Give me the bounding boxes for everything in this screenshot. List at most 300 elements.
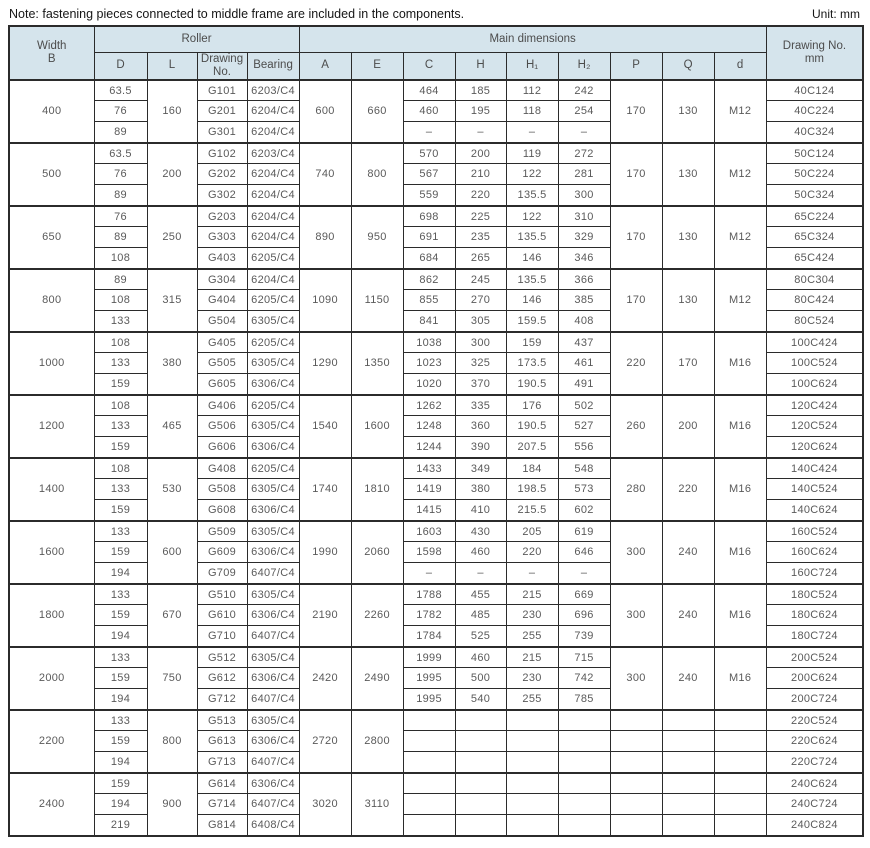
dim-h2-cell: 329 — [558, 227, 610, 248]
dim-h1-cell: 146 — [506, 248, 558, 269]
dim-h2-cell — [558, 773, 610, 794]
dim-h2-cell — [558, 752, 610, 773]
drawing-code-cell: 40C224 — [766, 101, 863, 122]
drawing-code-cell: 220C724 — [766, 752, 863, 773]
dim-e-cell: 3110 — [351, 773, 403, 836]
dim-h2-cell: 366 — [558, 269, 610, 290]
dim-c-cell: 1999 — [403, 647, 455, 668]
roller-d-cell: 133 — [94, 479, 147, 500]
table-row — [9, 815, 863, 836]
dim-c-cell: 862 — [403, 269, 455, 290]
dim-h-cell: 380 — [455, 479, 506, 500]
dim-h-cell: 485 — [455, 605, 506, 626]
dim-q-cell — [662, 710, 714, 731]
roller-drawing-no-cell: G506 — [197, 416, 247, 437]
roller-drawing-no-cell: G102 — [197, 143, 247, 164]
drawing-code-cell: 240C624 — [766, 773, 863, 794]
drawing-code-cell: 80C424 — [766, 290, 863, 311]
roller-l-cell: 670 — [147, 584, 197, 647]
roller-l-cell: 200 — [147, 143, 197, 206]
dim-h-cell: 370 — [455, 374, 506, 395]
roller-drawing-no-cell: G512 — [197, 647, 247, 668]
drawing-code-cell: 180C724 — [766, 626, 863, 647]
drawing-label-line2: mm — [804, 52, 824, 65]
roller-d-cell: 133 — [94, 584, 147, 605]
bearing-cell: 6204/C4 — [247, 101, 299, 122]
dim-h2-cell: 527 — [558, 416, 610, 437]
dim-c-cell: 1788 — [403, 584, 455, 605]
roller-d-cell: 133 — [94, 416, 147, 437]
roller-drawing-no-cell: G203 — [197, 206, 247, 227]
table-row — [9, 458, 863, 479]
dim-h1-cell: 215.5 — [506, 500, 558, 521]
roller-d-cell: 194 — [94, 563, 147, 584]
dim-e-cell: 2490 — [351, 647, 403, 710]
table-header — [9, 26, 863, 80]
drawing-code-cell: 40C124 — [766, 80, 863, 101]
roller-l-cell: 315 — [147, 269, 197, 332]
drawing-code-cell: 240C824 — [766, 815, 863, 836]
bearing-cell: 6205/C4 — [247, 395, 299, 416]
dim-c-cell: 691 — [403, 227, 455, 248]
drawing-code-cell: 180C624 — [766, 605, 863, 626]
dim-h2-cell: 408 — [558, 311, 610, 332]
width-label-line1: Width — [37, 39, 67, 52]
bearing-cell: 6205/C4 — [247, 458, 299, 479]
dim-h2-cell: 254 — [558, 101, 610, 122]
dim-a-cell: 1990 — [299, 521, 351, 584]
sub-col-header-h-: H₂ — [558, 52, 610, 80]
bearing-cell: 6204/C4 — [247, 227, 299, 248]
dim-c-cell: 1415 — [403, 500, 455, 521]
roller-drawing-no-cell: G509 — [197, 521, 247, 542]
table-row — [9, 710, 863, 731]
width-b-cell: 1000 — [9, 332, 94, 395]
dim-d-thread-cell — [714, 815, 766, 836]
dim-h-cell: 430 — [455, 521, 506, 542]
sub-col-header-c: C — [403, 52, 455, 80]
table-row — [9, 206, 863, 227]
dim-c-cell: 1603 — [403, 521, 455, 542]
dim-a-cell: 740 — [299, 143, 351, 206]
roller-d-cell: 194 — [94, 689, 147, 710]
dim-a-cell: 600 — [299, 80, 351, 143]
dim-h1-cell: 135.5 — [506, 185, 558, 206]
table-row — [9, 143, 863, 164]
dim-h2-cell: 696 — [558, 605, 610, 626]
dim-p-cell: 170 — [610, 143, 662, 206]
table-row — [9, 731, 863, 752]
dim-c-cell — [403, 710, 455, 731]
roller-drawing-no-cell: G614 — [197, 773, 247, 794]
bearing-cell: 6306/C4 — [247, 437, 299, 458]
dim-h-cell: 540 — [455, 689, 506, 710]
dim-h1-cell — [506, 710, 558, 731]
dim-q-cell: 130 — [662, 80, 714, 143]
bearing-cell: 6205/C4 — [247, 290, 299, 311]
drawing-code-cell: 160C724 — [766, 563, 863, 584]
dim-h1-cell: 230 — [506, 668, 558, 689]
bearing-cell: 6407/C4 — [247, 794, 299, 815]
dim-p-cell: 170 — [610, 206, 662, 269]
dim-h1-cell: – — [506, 122, 558, 143]
dim-q-cell: 170 — [662, 332, 714, 395]
bearing-cell: 6306/C4 — [247, 500, 299, 521]
dim-e-cell: 1150 — [351, 269, 403, 332]
width-b-cell: 500 — [9, 143, 94, 206]
roller-d-cell: 159 — [94, 773, 147, 794]
dim-h1-cell: 220 — [506, 542, 558, 563]
dim-h-cell: 185 — [455, 80, 506, 101]
col-header-drawing-no — [766, 26, 863, 80]
dim-h-cell: 460 — [455, 647, 506, 668]
dim-h1-cell — [506, 815, 558, 836]
roller-l-cell: 900 — [147, 773, 197, 836]
roller-l-cell: 530 — [147, 458, 197, 521]
width-b-cell: 1600 — [9, 521, 94, 584]
roller-drawing-no-cell: G513 — [197, 710, 247, 731]
drawing-label-line1: Drawing No. — [782, 39, 847, 52]
dim-h2-cell — [558, 815, 610, 836]
dim-h2-cell: 272 — [558, 143, 610, 164]
roller-d-cell: 76 — [94, 101, 147, 122]
dim-h-cell: 335 — [455, 395, 506, 416]
dim-h1-cell — [506, 773, 558, 794]
top-bar — [8, 5, 862, 25]
width-b-cell: 2400 — [9, 773, 94, 836]
col-header-width-b — [9, 26, 94, 80]
drawing-code-cell: 80C304 — [766, 269, 863, 290]
roller-d-cell: 159 — [94, 668, 147, 689]
sub-col-header-bearing: Bearing — [247, 52, 299, 80]
bearing-cell: 6305/C4 — [247, 521, 299, 542]
dim-h1-cell: 122 — [506, 206, 558, 227]
dim-h1-cell: 135.5 — [506, 269, 558, 290]
dim-h-cell: 265 — [455, 248, 506, 269]
dim-d-thread-cell: M12 — [714, 80, 766, 143]
bearing-cell: 6204/C4 — [247, 206, 299, 227]
dim-c-cell: 1038 — [403, 332, 455, 353]
bearing-cell: 6204/C4 — [247, 122, 299, 143]
dim-c-cell: 1419 — [403, 479, 455, 500]
dim-h1-cell: 255 — [506, 626, 558, 647]
dim-h-cell: – — [455, 122, 506, 143]
roller-drawing-no-cell: G304 — [197, 269, 247, 290]
roller-drawing-no-cell: G608 — [197, 500, 247, 521]
drawing-code-cell: 240C724 — [766, 794, 863, 815]
bearing-cell: 6306/C4 — [247, 731, 299, 752]
roller-d-cell: 159 — [94, 437, 147, 458]
dim-h1-cell: 112 — [506, 80, 558, 101]
dim-h2-cell: 573 — [558, 479, 610, 500]
table-row — [9, 584, 863, 605]
drawing-code-cell: 200C524 — [766, 647, 863, 668]
bearing-cell: 6407/C4 — [247, 563, 299, 584]
bearing-cell: 6305/C4 — [247, 353, 299, 374]
dim-p-cell: 170 — [610, 269, 662, 332]
bearing-cell: 6305/C4 — [247, 584, 299, 605]
dim-a-cell: 3020 — [299, 773, 351, 836]
dim-h2-cell: 669 — [558, 584, 610, 605]
drawing-code-cell: 140C524 — [766, 479, 863, 500]
bearing-cell: 6407/C4 — [247, 752, 299, 773]
dim-p-cell — [610, 794, 662, 815]
roller-drawing-no-cell: G710 — [197, 626, 247, 647]
drawing-code-cell: 100C524 — [766, 353, 863, 374]
roller-drawing-no-cell: G201 — [197, 101, 247, 122]
roller-d-cell: 219 — [94, 815, 147, 836]
col-header-roller: Roller — [94, 26, 299, 52]
dim-p-cell — [610, 815, 662, 836]
dim-c-cell — [403, 773, 455, 794]
dim-a-cell: 2420 — [299, 647, 351, 710]
roller-drawing-no-cell: G406 — [197, 395, 247, 416]
roller-d-cell: 194 — [94, 752, 147, 773]
width-label-line2: B — [47, 52, 56, 65]
drawing-code-cell: 100C424 — [766, 332, 863, 353]
roller-drawing-no-cell: G505 — [197, 353, 247, 374]
dim-h-cell — [455, 794, 506, 815]
dim-h1-cell: 198.5 — [506, 479, 558, 500]
width-b-cell: 650 — [9, 206, 94, 269]
dim-h2-cell: 556 — [558, 437, 610, 458]
dim-c-cell: 1433 — [403, 458, 455, 479]
dim-h1-cell — [506, 731, 558, 752]
roller-drawing-no-cell: G609 — [197, 542, 247, 563]
sub-col-header-p: P — [610, 52, 662, 80]
sub-col-header-e: E — [351, 52, 403, 80]
drawing-code-cell: 50C124 — [766, 143, 863, 164]
dim-h1-cell: 135.5 — [506, 227, 558, 248]
roller-drawing-no-cell: G508 — [197, 479, 247, 500]
dim-h2-cell — [558, 794, 610, 815]
dim-h1-cell: 215 — [506, 647, 558, 668]
dim-d-thread-cell — [714, 773, 766, 794]
dim-d-thread-cell: M12 — [714, 206, 766, 269]
dim-h2-cell: 602 — [558, 500, 610, 521]
roller-drawing-no-cell: G202 — [197, 164, 247, 185]
dim-h-cell: 349 — [455, 458, 506, 479]
dim-h1-cell: – — [506, 563, 558, 584]
dim-p-cell — [610, 731, 662, 752]
dim-c-cell — [403, 794, 455, 815]
width-b-cell: 1800 — [9, 584, 94, 647]
dim-h2-cell: 461 — [558, 353, 610, 374]
dim-q-cell — [662, 794, 714, 815]
dim-h1-cell: 190.5 — [506, 416, 558, 437]
dim-d-thread-cell: M12 — [714, 269, 766, 332]
dim-c-cell: – — [403, 122, 455, 143]
roller-d-cell: 108 — [94, 458, 147, 479]
dim-h1-cell: 205 — [506, 521, 558, 542]
dim-h-cell: 210 — [455, 164, 506, 185]
roller-l-cell: 250 — [147, 206, 197, 269]
sub-col-header-h-: H₁ — [506, 52, 558, 80]
dim-h1-cell: 122 — [506, 164, 558, 185]
roller-d-cell: 89 — [94, 185, 147, 206]
dim-c-cell: 570 — [403, 143, 455, 164]
table-row — [9, 332, 863, 353]
dim-h1-cell: 255 — [506, 689, 558, 710]
dim-d-thread-cell: M16 — [714, 647, 766, 710]
drawing-code-cell: 80C524 — [766, 311, 863, 332]
dim-h2-cell: – — [558, 563, 610, 584]
dim-q-cell: 130 — [662, 206, 714, 269]
drawing-code-cell: 65C424 — [766, 248, 863, 269]
dim-d-thread-cell: M16 — [714, 521, 766, 584]
roller-l-cell: 160 — [147, 80, 197, 143]
roller-l-cell: 800 — [147, 710, 197, 773]
roller-l-cell: 380 — [147, 332, 197, 395]
dim-h-cell: 225 — [455, 206, 506, 227]
dim-c-cell: 464 — [403, 80, 455, 101]
dim-p-cell: 260 — [610, 395, 662, 458]
dim-h2-cell: 385 — [558, 290, 610, 311]
dim-h2-cell: 646 — [558, 542, 610, 563]
dim-p-cell — [610, 773, 662, 794]
dim-h2-cell: – — [558, 122, 610, 143]
dim-h2-cell: 548 — [558, 458, 610, 479]
bearing-cell: 6306/C4 — [247, 773, 299, 794]
dim-c-cell: 1248 — [403, 416, 455, 437]
bearing-cell: 6204/C4 — [247, 164, 299, 185]
roller-d-cell: 159 — [94, 500, 147, 521]
roller-d-cell: 159 — [94, 731, 147, 752]
dim-h2-cell: 502 — [558, 395, 610, 416]
dim-c-cell: 684 — [403, 248, 455, 269]
dim-h-cell — [455, 815, 506, 836]
table-row — [9, 521, 863, 542]
table-row — [9, 752, 863, 773]
bearing-cell: 6306/C4 — [247, 542, 299, 563]
roller-drawing-no-cell: G408 — [197, 458, 247, 479]
roller-d-cell: 108 — [94, 290, 147, 311]
dim-q-cell — [662, 731, 714, 752]
roller-d-cell: 108 — [94, 395, 147, 416]
roller-drawing-no-cell: G403 — [197, 248, 247, 269]
dim-q-cell: 130 — [662, 269, 714, 332]
dim-c-cell: 1020 — [403, 374, 455, 395]
dim-p-cell: 300 — [610, 647, 662, 710]
dim-d-thread-cell — [714, 794, 766, 815]
dim-c-cell: 1244 — [403, 437, 455, 458]
roller-d-cell: 63.5 — [94, 143, 147, 164]
sub-col-header-q: Q — [662, 52, 714, 80]
width-b-cell: 1200 — [9, 395, 94, 458]
dim-d-thread-cell — [714, 731, 766, 752]
bearing-cell: 6204/C4 — [247, 185, 299, 206]
table-row — [9, 647, 863, 668]
bearing-cell: 6306/C4 — [247, 605, 299, 626]
dim-q-cell: 220 — [662, 458, 714, 521]
dim-a-cell: 1290 — [299, 332, 351, 395]
bearing-cell: 6306/C4 — [247, 668, 299, 689]
dim-p-cell — [610, 752, 662, 773]
dim-a-cell: 890 — [299, 206, 351, 269]
dim-a-cell: 2720 — [299, 710, 351, 773]
roller-drawing-no-cell: G605 — [197, 374, 247, 395]
roller-drawing-no-cell: G612 — [197, 668, 247, 689]
dim-e-cell: 1600 — [351, 395, 403, 458]
roller-d-cell: 89 — [94, 269, 147, 290]
dim-h1-cell: 173.5 — [506, 353, 558, 374]
roller-drawing-no-cell: G613 — [197, 731, 247, 752]
dim-h-cell: – — [455, 563, 506, 584]
dim-h2-cell: 310 — [558, 206, 610, 227]
dim-h-cell: 525 — [455, 626, 506, 647]
drawing-code-cell: 220C524 — [766, 710, 863, 731]
dim-q-cell — [662, 815, 714, 836]
dim-p-cell — [610, 710, 662, 731]
dim-c-cell: 1995 — [403, 668, 455, 689]
bearing-cell: 6305/C4 — [247, 710, 299, 731]
table-row — [9, 269, 863, 290]
bearing-cell: 6305/C4 — [247, 647, 299, 668]
roller-l-cell: 465 — [147, 395, 197, 458]
dim-a-cell: 1740 — [299, 458, 351, 521]
dim-q-cell: 240 — [662, 584, 714, 647]
drawing-code-cell: 120C424 — [766, 395, 863, 416]
roller-d-cell: 133 — [94, 647, 147, 668]
dim-q-cell — [662, 773, 714, 794]
dim-h2-cell: 437 — [558, 332, 610, 353]
dim-p-cell: 280 — [610, 458, 662, 521]
roller-drawing-no-cell: G303 — [197, 227, 247, 248]
unit-label: Unit: mm — [812, 7, 860, 21]
roller-drawing-no-cell: G709 — [197, 563, 247, 584]
dim-h2-cell: 491 — [558, 374, 610, 395]
dim-c-cell: 1023 — [403, 353, 455, 374]
drawing-code-cell: 100C624 — [766, 374, 863, 395]
dim-h2-cell: 739 — [558, 626, 610, 647]
dim-q-cell: 240 — [662, 521, 714, 584]
bearing-cell: 6305/C4 — [247, 311, 299, 332]
dim-e-cell: 660 — [351, 80, 403, 143]
dim-h1-cell: 230 — [506, 605, 558, 626]
dim-h1-cell: 159 — [506, 332, 558, 353]
dim-a-cell: 1540 — [299, 395, 351, 458]
drawing-code-cell: 220C624 — [766, 731, 863, 752]
dim-h-cell: 460 — [455, 542, 506, 563]
roller-d-cell: 89 — [94, 122, 147, 143]
dim-p-cell: 220 — [610, 332, 662, 395]
roller-d-cell: 108 — [94, 248, 147, 269]
dim-c-cell: 1598 — [403, 542, 455, 563]
table-row — [9, 794, 863, 815]
dim-h1-cell: 207.5 — [506, 437, 558, 458]
dim-h1-cell: 190.5 — [506, 374, 558, 395]
dim-d-thread-cell: M16 — [714, 332, 766, 395]
drawing-code-cell: 120C624 — [766, 437, 863, 458]
dim-h-cell: 270 — [455, 290, 506, 311]
roller-d-cell: 194 — [94, 626, 147, 647]
dim-h-cell: 305 — [455, 311, 506, 332]
dim-h2-cell — [558, 731, 610, 752]
dim-h1-cell — [506, 794, 558, 815]
dim-h1-cell: 119 — [506, 143, 558, 164]
dim-h-cell: 245 — [455, 269, 506, 290]
dim-h-cell: 195 — [455, 101, 506, 122]
roller-drawing-no-cell: G714 — [197, 794, 247, 815]
dim-c-cell: 1995 — [403, 689, 455, 710]
drawing-code-cell: 140C624 — [766, 500, 863, 521]
drawing-code-cell: 50C324 — [766, 185, 863, 206]
dim-h1-cell: 146 — [506, 290, 558, 311]
roller-d-cell: 133 — [94, 710, 147, 731]
dim-q-cell — [662, 752, 714, 773]
drawing-code-cell: 160C524 — [766, 521, 863, 542]
dim-h-cell: 360 — [455, 416, 506, 437]
